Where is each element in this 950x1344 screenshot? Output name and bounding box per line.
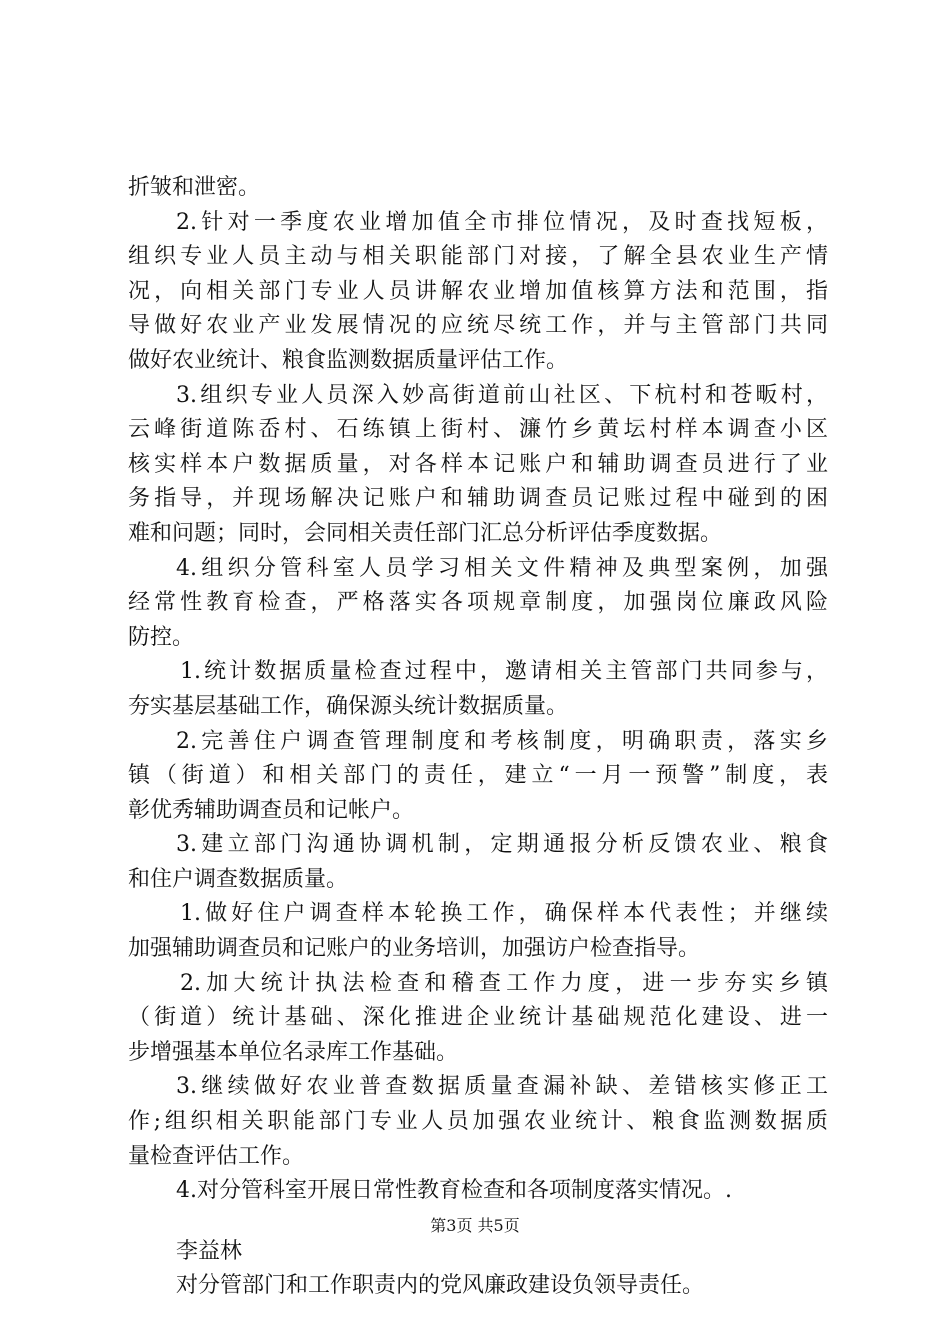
text-line: 导做好农业产业发展情况的应统尽统工作，并与主管部门共同 — [128, 313, 828, 339]
text-line: 1.做好住户调查样本轮换工作，确保样本代表性；并继续 — [180, 901, 828, 927]
text-line: 组织专业人员主动与相关职能部门对接，了解全县农业生产情 — [128, 244, 828, 270]
text-line: 云峰街道陈岙村、石练镇上街村、濂竹乡黄坛村样本调查小区 — [128, 417, 828, 443]
page-footer: 第3页 共5页 — [430, 1216, 520, 1235]
text-line: 量检查评估工作。 — [128, 1143, 305, 1169]
text-line: 4.组织分管科室人员学习相关文件精神及典型案例，加强 — [176, 555, 828, 581]
text-line: 难和问题；同时，会同相关责任部门汇总分析评估季度数据。 — [128, 520, 723, 546]
text-line: 核实样本户数据质量，对各样本记账户和辅助调查员进行了业 — [128, 451, 828, 477]
text-line: 3.组织专业人员深入妙高街道前山社区、下杭村和苍畈村， — [176, 382, 828, 408]
text-line: 步增强基本单位名录库工作基础。 — [128, 1039, 459, 1065]
person-name: 李益林 — [176, 1238, 243, 1264]
text-line: 彰优秀辅助调查员和记帐户。 — [128, 797, 415, 823]
text-line: 况，向相关部门专业人员讲解农业增加值核算方法和范围，指 — [128, 278, 828, 304]
responsibility-line: 对分管部门和工作职责内的党风廉政建设负领导责任。 — [176, 1273, 705, 1299]
text-line: 和住户调查数据质量。 — [128, 866, 349, 892]
text-line: 夯实基层基础工作，确保源头统计数据质量。 — [128, 693, 569, 719]
text-line: 2.加大统计执法检查和稽查工作力度，进一步夯实乡镇 — [180, 970, 828, 996]
text-line: 3.建立部门沟通协调机制，定期通报分析反馈农业、粮食 — [176, 832, 828, 858]
text-line: 作;组织相关职能部门专业人员加强农业统计、粮食监测数据质 — [128, 1109, 828, 1135]
text-line: 镇（街道）和相关部门的责任，建立“一月一预警”制度，表 — [128, 763, 828, 789]
text-line: 加强辅助调查员和记账户的业务培训，加强访户检查指导。 — [128, 936, 701, 962]
text-line: 1.统计数据质量检查过程中，邀请相关主管部门共同参与， — [180, 659, 828, 685]
text-line: 经常性教育检查，严格落实各项规章制度，加强岗位廉政风险 — [128, 590, 828, 616]
text-line: 折皱和泄密。 — [128, 175, 261, 200]
text-line: 3.继续做好农业普查数据质量查漏补缺、差错核实修正工 — [176, 1074, 828, 1100]
document-body — [128, 171, 828, 1304]
text-line: （街道）统计基础、深化推进企业统计基础规范化建设、进一 — [128, 1005, 828, 1031]
text-line: 2.针对一季度农业增加值全市排位情况，及时查找短板， — [176, 209, 828, 235]
text-line: 防控。 — [128, 624, 195, 650]
text-line: 2.完善住户调查管理制度和考核制度，明确职责，落实乡 — [176, 728, 828, 754]
text-line: 做好农业统计、粮食监测数据质量评估工作。 — [128, 347, 569, 373]
text-line: 务指导，并现场解决记账户和辅助调查员记账过程中碰到的困 — [128, 486, 828, 512]
text-line: 4.对分管科室开展日常性教育检查和各项制度落实情况。. — [176, 1178, 732, 1204]
